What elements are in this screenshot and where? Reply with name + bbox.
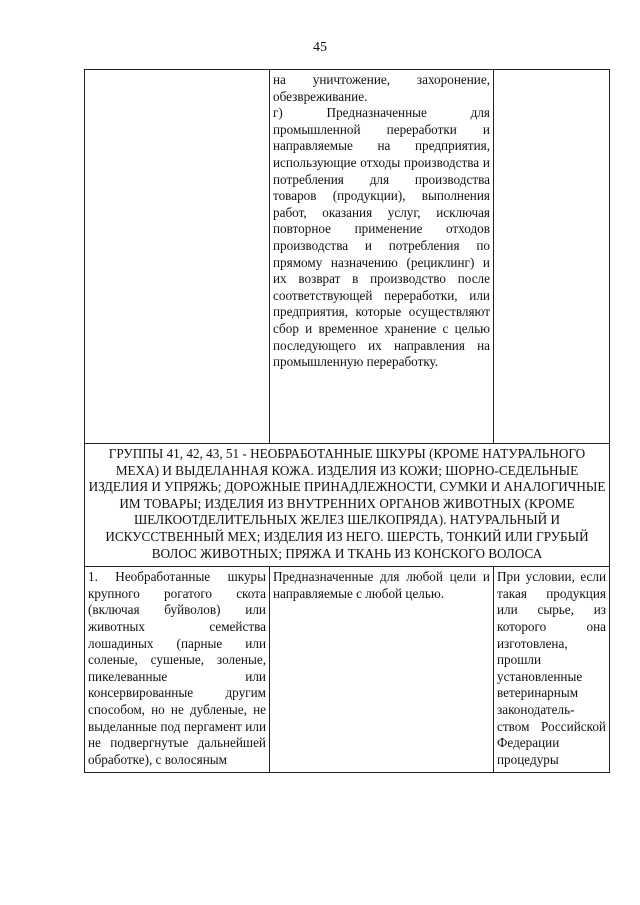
- group-header: ГРУППЫ 41, 42, 43, 51 - НЕОБРАБОТАННЫЕ ШКУРЫ (КРОМЕ НАТУРАЛЬНОГО МЕХА) И ВЫДЕЛАННАЯ КОЖА. ИЗДЕЛИЯ ИЗ КОЖИ; ШОРНО-СЕДЕЛЬНЫЕ ИЗДЕЛИЯ И УПРЯЖЬ; ДОРОЖНЫЕ ПРИНАДЛЕЖНОСТИ, СУМКИ И АНАЛОГИЧНЫЕ ИМ ТОВАРЫ; ИЗДЕЛИЯ ИЗ ВНУТРЕННИХ ОРГАНОВ ЖИВОТНЫХ (КРОМЕ ШЕЛКООТДЕЛИТЕЛЬНЫХ ЖЕЛЕЗ ШЕЛКОПРЯДА). НАТУРАЛЬНЫЙ И ИСКУССТВЕННЫЙ МЕХ; ИЗДЕЛИЯ ИЗ НЕГО. ШЕРСТЬ, ТОНКИЙ ИЛИ ГРУБЫЙ ВОЛОС ЖИВОТНЫХ; ПРЯЖА И ТКАНЬ ИЗ КОНСКОГО ВОЛОСА: [85, 444, 610, 567]
- table-cell-product: [85, 70, 270, 444]
- table-cell-purpose: Предназначенные для любой цели и направляемые с любой целью.: [270, 567, 494, 773]
- page-number: 45: [313, 40, 327, 55]
- table-cell-purpose: [270, 70, 494, 444]
- purpose-text-continued: на уничтожение, захоронение, обезвреживание.: [273, 72, 490, 104]
- regulation-table: [84, 69, 610, 773]
- table-row: [85, 567, 610, 773]
- table-row: [85, 70, 610, 444]
- group-header-row: [85, 444, 610, 567]
- table-cell-condition: При условии, если такая продукция или сырье, из которого она изготовлена, прошли установленные ветеринарным законодатель-ством Российской Федерации процедуры: [494, 567, 610, 773]
- table-cell-condition: [494, 70, 610, 444]
- purpose-text-item-g: г) Предназначенные для промышленной переработки и направляемые на предприятия, использующие отходы производства и потребления для производства товаров (продукции), выполнения работ, оказания услуг, исключая повторное применение отходов производства и потребления по прямому назначению (рециклинг) и их возврат в производство после соответствующей переработки, или предприятия, которые осуществляют сбор и временное хранение с целью последующего их направления на промышленную переработку.: [273, 105, 490, 370]
- table-cell-product: 1. Необработанные шкуры крупного рогатого скота (включая буйволов) или животных семейства лошадиных (парные или соленые, сушеные, золеные, пикелеванные или консервированные другим способом, но не дубленые, не выделанные под пергамент или не подвергнутые дальнейшей обработке), с волосяным: [85, 567, 270, 773]
